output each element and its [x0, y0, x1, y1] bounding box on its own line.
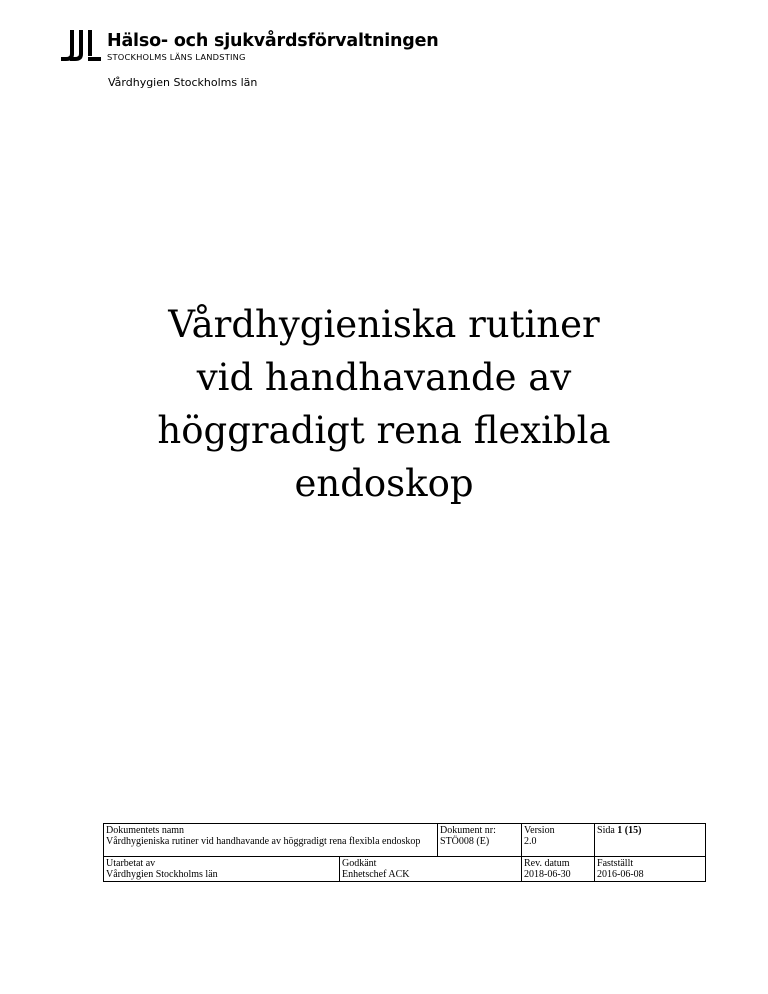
logo-subtitle: STOCKHOLMS LÄNS LANDSTING	[107, 52, 246, 62]
page-label: Sida	[597, 825, 615, 836]
revision-date-value: 2018-06-30	[524, 869, 571, 880]
approved-cell	[340, 857, 522, 882]
version-value: 2.0	[524, 836, 537, 847]
document-number-cell	[438, 824, 522, 857]
document-number-value: STÖ008 (E)	[440, 836, 490, 847]
prepared-by-cell	[104, 857, 340, 882]
established-value: 2016-06-08	[597, 869, 644, 880]
title-line: höggradigt rena flexibla	[157, 409, 611, 452]
page-current: 1	[617, 825, 623, 836]
version-label: Version	[524, 825, 555, 836]
document-title	[134, 298, 634, 510]
unit-name: Vårdhygien Stockholms län	[108, 76, 258, 89]
document-number-label: Dokument nr:	[440, 825, 496, 836]
page-total: (15)	[624, 825, 642, 836]
version-cell	[522, 824, 595, 857]
document-name-label: Dokumentets namn	[106, 825, 185, 836]
title-line: endoskop	[294, 462, 474, 505]
approved-label: Godkänt	[342, 858, 377, 869]
page-cell	[595, 824, 706, 857]
document-name-value: Vårdhygieniska rutiner vid handhavande av höggradigt rena flexibla endoskop	[106, 836, 421, 847]
revision-date-cell	[522, 857, 595, 882]
approved-value: Enhetschef ACK	[342, 869, 410, 880]
established-cell	[595, 857, 706, 882]
logo-title: Hälso- och sjukvårdsförvaltningen	[107, 31, 439, 51]
prepared-by-value: Vårdhygien Stockholms län	[106, 869, 218, 880]
document-info-table	[103, 823, 706, 882]
sll-logo-icon	[61, 30, 101, 64]
prepared-by-label: Utarbetat av	[106, 858, 156, 869]
title-line: vid handhavande av	[196, 356, 572, 399]
title-line: Vårdhygieniska rutiner	[168, 303, 600, 346]
revision-date-label: Rev. datum	[524, 858, 570, 869]
established-label: Fastställt	[597, 858, 634, 869]
organization-logo	[61, 30, 441, 66]
document-name-cell	[104, 824, 438, 857]
